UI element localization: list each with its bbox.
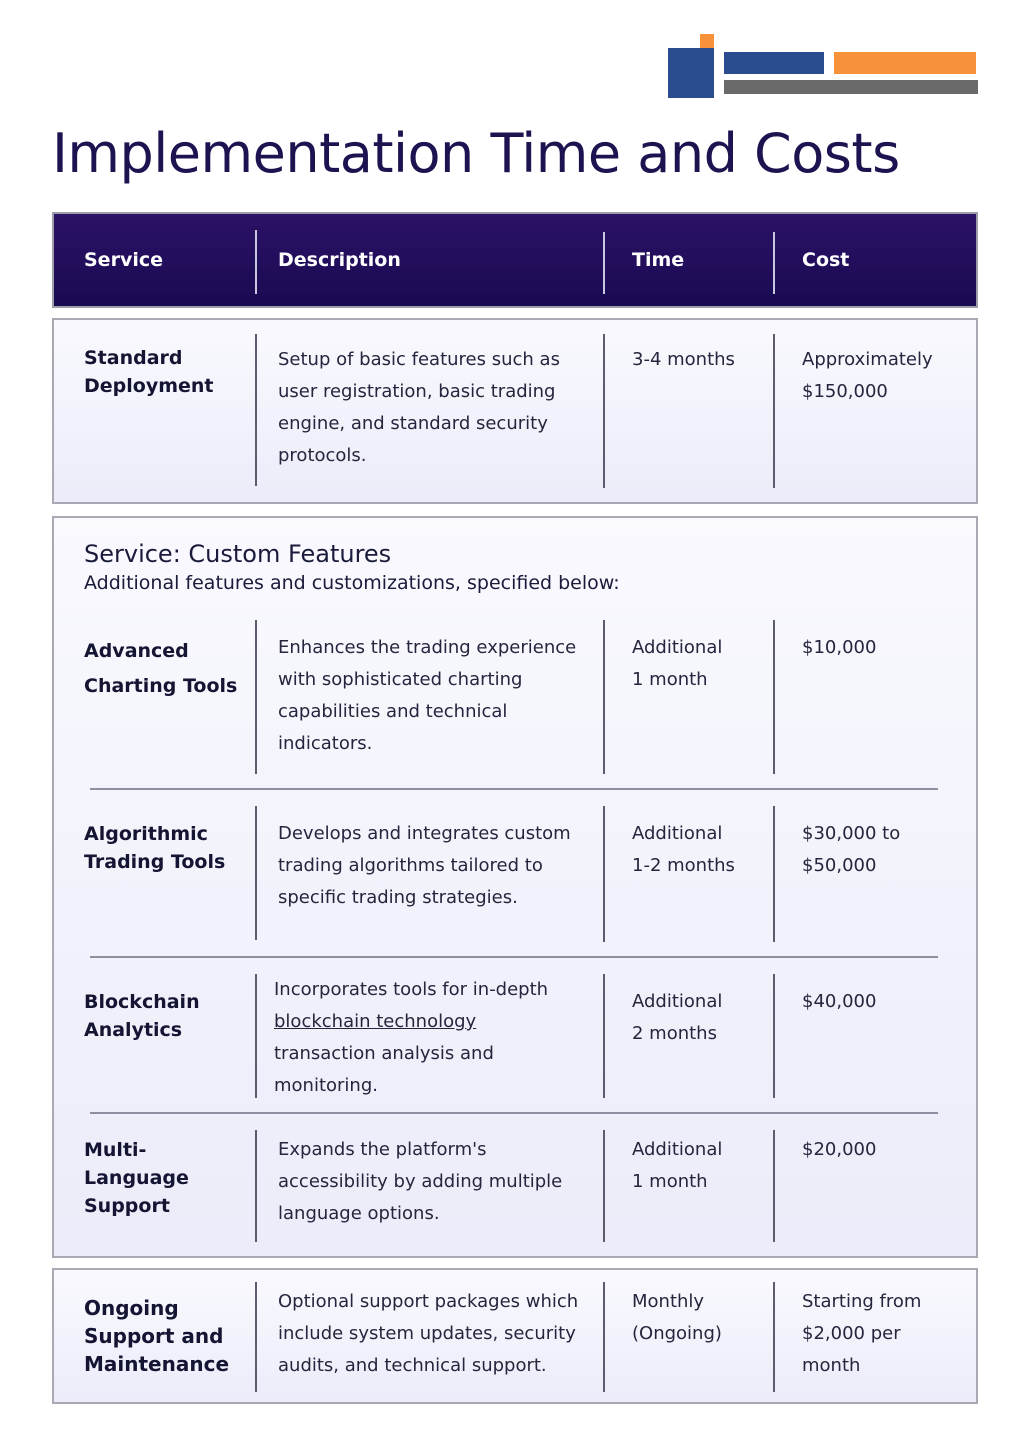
logo-blue-bar [724,52,824,74]
column-divider [773,806,775,942]
custom-features-subtitle: Additional features and customizations, specified below: [84,572,620,594]
service-name: Multi- Language Support [84,1139,189,1217]
column-divider [255,1282,257,1392]
logo-blue-square [668,48,714,98]
column-divider [255,806,257,940]
column-divider [603,1130,605,1242]
company-logo [668,34,980,100]
service-description: Enhances the trading experience with sophisticated charting capabilities and technical indicators. [278,637,577,754]
header-divider [603,232,605,294]
service-cost: $40,000 [802,991,877,1012]
table-header [52,212,978,308]
ongoing-support-panel [52,1268,978,1404]
header-service: Service [84,249,163,271]
row-separator [90,956,938,958]
service-time: Additional 1 month [632,1139,723,1192]
service-description: Expands the platform's accessibility by adding multiple language options. [278,1139,563,1224]
column-divider [773,620,775,774]
service-name: Blockchain Analytics [84,991,200,1041]
service-cost: $30,000 to $50,000 [802,823,901,876]
standard-deployment-panel [52,318,978,504]
header-time: Time [632,249,685,271]
column-divider [603,1282,605,1392]
service-name: Advanced Charting Tools [84,640,238,697]
service-cost: $20,000 [802,1139,877,1160]
service-time: Additional 2 months [632,991,723,1044]
column-divider [773,974,775,1098]
service-time: Monthly (Ongoing) [632,1291,722,1344]
logo-orange-square [700,34,714,48]
custom-features-title: Service: Custom Features [84,540,392,568]
service-cost: Approximately $150,000 [802,349,933,402]
column-divider [603,806,605,942]
logo-gray-bar [724,80,978,94]
header-description: Description [278,249,401,271]
service-cost: $10,000 [802,637,877,658]
service-name: Standard Deployment [84,347,214,397]
custom-features-panel [52,516,978,1258]
service-time: Additional 1 month [632,637,723,690]
blockchain-technology-link[interactable]: blockchain technology [274,1011,477,1032]
service-description: Incorporates tools for in-depth blockchain technology transaction analysis and monitoring. [274,979,549,1096]
header-divider [773,232,775,294]
service-description: Setup of basic features such as user registration, basic trading engine, and standard security protocols. [278,349,560,466]
column-divider [255,620,257,774]
column-divider [773,1282,775,1392]
service-description: Develops and integrates custom trading algorithms tailored to specific trading strategies. [278,823,571,908]
header-divider [255,230,257,294]
column-divider [255,334,257,486]
page-title: Implementation Time and Costs [52,122,900,185]
column-divider [773,1130,775,1242]
service-time: 3-4 months [632,349,735,370]
column-divider [603,974,605,1098]
service-cost: Starting from $2,000 per month [802,1291,922,1376]
column-divider [603,620,605,774]
column-divider [603,334,605,488]
service-description: Optional support packages which include system updates, security audits, and technical support. [278,1291,579,1376]
row-separator [90,788,938,790]
logo-orange-bar [834,52,976,74]
column-divider [255,974,257,1098]
service-name: Ongoing Support and Maintenance [84,1296,230,1376]
column-divider [255,1130,257,1242]
row-separator [90,1112,938,1114]
service-name: Algorithmic Trading Tools [84,823,226,873]
header-cost: Cost [802,249,850,271]
column-divider [773,334,775,488]
service-time: Additional 1-2 months [632,823,735,876]
